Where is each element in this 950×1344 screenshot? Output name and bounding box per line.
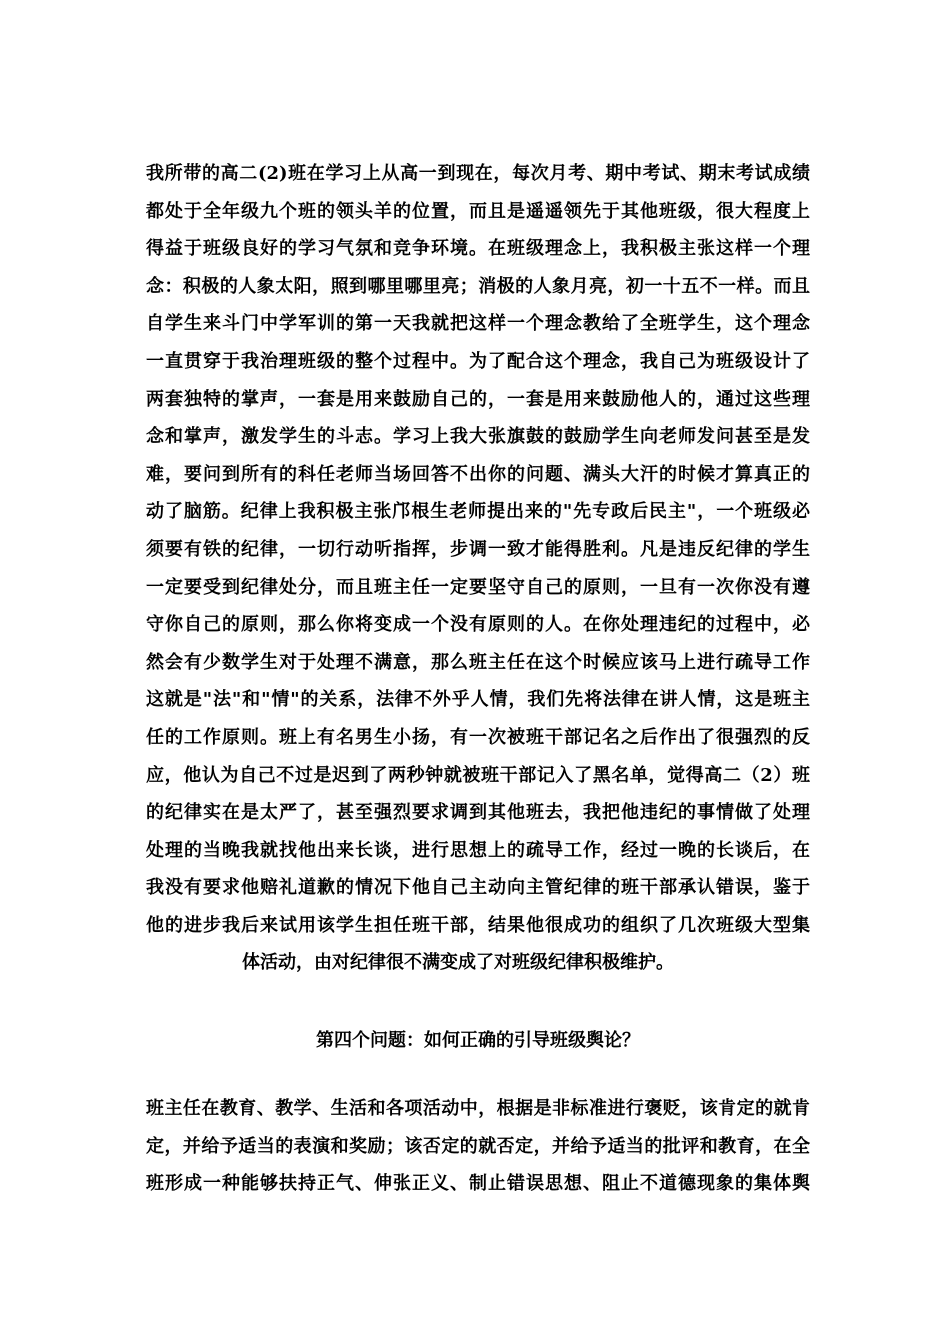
text-line: 念：积极的人象太阳，照到哪里哪里亮；消极的人象月亮，初一十五不一样。而且 [146,275,810,297]
paragraph-class-management [146,155,810,982]
text-line: 我所带的高二(2)班在学习上从高一到现在，每次月考、期中考试、期末考试成绩 [146,163,810,184]
text-line: 的纪律实在是太严了，甚至强烈要求调到其他班去，我把他违纪的事情做了处理 [146,802,810,824]
text-line: 一定要受到纪律处分，而且班主任一定要坚守自己的原则，一旦有一次你没有遵 [146,576,810,598]
text-line: 一直贯穿于我治理班级的整个过程中。为了配合这个理念，我自己为班级设计了 [146,350,810,372]
section-heading: 第四个问题：如何正确的引导班级舆论？ [316,1030,640,1051]
text-line: 然会有少数学生对于处理不满意，那么班主任在这个时候应该马上进行疏导工作 [146,651,810,673]
text-line: 动了脑筋。纪律上我积极主张邝根生老师提出来的"先专政后民主"，一个班级必 [146,501,810,523]
text-line: 须要有铁的纪律，一切行动听指挥，步调一致才能得胜利。凡是违反纪律的学生 [146,538,810,560]
text-line: 都处于全年级九个班的领头羊的位置，而且是遥遥领先于其他班级，很大程度上 [146,200,810,222]
text-line: 他的进步我后来试用该学生担任班干部，结果他很成功的组织了几次班级大型集 [146,914,810,936]
text-line: 难，要问到所有的科任老师当场回答不出你的问题、满头大汗的时候才算真正的 [146,463,810,485]
text-line: 念和掌声，激发学生的斗志。学习上我大张旗鼓的鼓励学生向老师发问甚至是发 [146,426,810,448]
text-line: 得益于班级良好的学习气氛和竞争环境。在班级理念上，我积极主张这样一个理 [146,238,810,260]
text-line: 这就是"法"和"情"的关系，法律不外乎人情，我们先将法律在讲人情，这是班主 [146,689,810,711]
text-line: 班主任在教育、教学、生活和各项活动中，根据是非标准进行褒贬，该肯定的就肯 [146,1098,810,1119]
text-line: 体活动，由对纪律很不满变成了对班级纪律积极维护。 [242,952,674,974]
text-line: 两套独特的掌声，一套是用来鼓励自己的，一套是用来鼓励他人的，通过这些理 [146,388,810,410]
text-line: 应，他认为自己不过是迟到了两秒钟就被班干部记入了黑名单，觉得高二（2）班 [146,764,810,786]
text-line: 任的工作原则。班上有名男生小扬，有一次被班干部记名之后作出了很强烈的反 [146,726,810,748]
text-line: 定，并给予适当的表演和奖励；该否定的就否定，并给予适当的批评和教育，在全 [146,1135,810,1157]
text-line: 班形成一种能够扶持正气、伸张正义、制止错误思想、阻止不道德现象的集体舆 [146,1173,810,1195]
text-line: 守你自己的原则，那么你将变成一个没有原则的人。在你处理违纪的过程中，必 [146,614,810,636]
text-line: 处理的当晚我就找他出来长谈，进行思想上的疏导工作，经过一晚的长谈后，在 [146,839,810,861]
text-line: 自学生来斗门中学军训的第一天我就把这样一个理念教给了全班学生，这个理念 [146,313,810,335]
text-line: 我没有要求他赔礼道歉的情况下他自己主动向主管纪律的班干部承认错误，鉴于 [146,877,810,899]
paragraph-public-opinion [146,1090,810,1203]
